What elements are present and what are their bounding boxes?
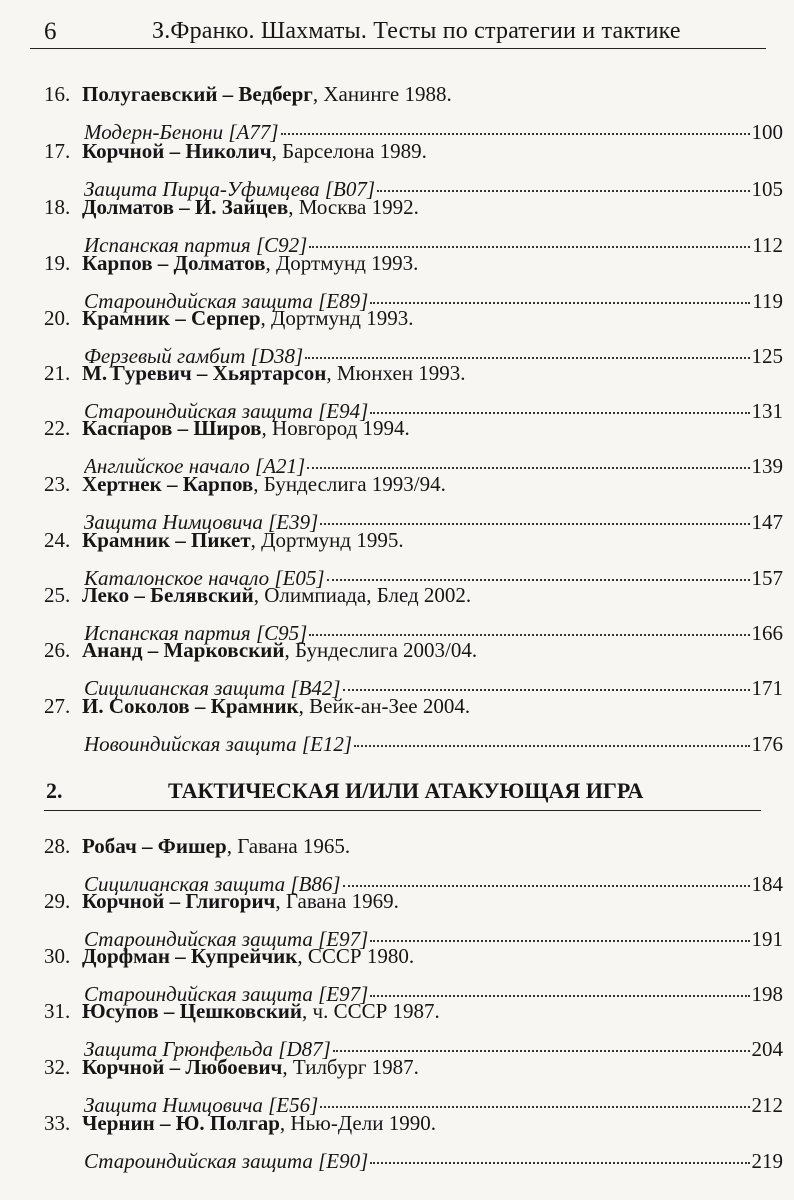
entry-players: Крамник – Пикет xyxy=(82,528,251,552)
toc-entry xyxy=(0,694,794,764)
dot-leader xyxy=(281,133,750,135)
dot-leader xyxy=(305,357,749,359)
entry-opening: Сицилианская защита [B42] xyxy=(84,676,341,700)
dot-leader xyxy=(309,246,750,248)
entry-number: 21. xyxy=(44,361,71,385)
entry-event: , Москва 1992. xyxy=(288,195,419,219)
entry-page: 204 xyxy=(751,1037,783,1061)
section-heading xyxy=(44,770,761,811)
entry-players: Леко – Белявский xyxy=(82,583,254,607)
entry-opening: Староиндийская защита [E97] xyxy=(84,982,369,1006)
entry-number: 30. xyxy=(44,944,71,968)
entry-event: , Вейк-ан-Зее 2004. xyxy=(298,694,471,718)
entry-number: 19. xyxy=(44,251,71,275)
entry-page: 184 xyxy=(751,872,783,896)
dot-leader xyxy=(320,1106,749,1108)
entry-page: 171 xyxy=(751,676,783,700)
dot-leader xyxy=(333,1050,750,1052)
dot-leader xyxy=(370,995,749,997)
entry-number: 24. xyxy=(44,528,71,552)
running-title: З.Франко. Шахматы. Тесты по стратегии и тактике xyxy=(152,18,681,44)
entry-number: 16. xyxy=(44,82,71,106)
entry-number: 32. xyxy=(44,1055,71,1079)
entry-number: 22. xyxy=(44,416,71,440)
entry-opening: Испанская партия [C92] xyxy=(84,233,308,257)
entry-event: , Дортмунд 1993. xyxy=(260,306,414,330)
entry-event: , Бундеслига 2003/04. xyxy=(284,638,478,662)
entry-players: Карпов – Долматов xyxy=(82,251,266,275)
entry-number: 33. xyxy=(44,1111,71,1135)
dot-leader xyxy=(370,302,750,304)
section-title: ТАКТИЧЕСКАЯ И/ИЛИ АТАКУЮЩАЯ ИГРА xyxy=(168,778,644,803)
entry-opening: Модерн-Бенони [A77] xyxy=(84,120,279,144)
toc-entry xyxy=(0,1111,794,1181)
entry-opening: Защита Нимцовича [E56] xyxy=(84,1093,319,1117)
entry-page: 105 xyxy=(751,177,783,201)
entry-event: , СССР 1980. xyxy=(297,944,415,968)
page-number: 6 xyxy=(44,18,57,45)
entry-number: 27. xyxy=(44,694,71,718)
entry-event: , Дортмунд 1995. xyxy=(250,528,404,552)
entry-page: 157 xyxy=(751,566,783,590)
entry-page: 139 xyxy=(751,454,783,478)
entry-page: 166 xyxy=(751,621,783,645)
dot-leader xyxy=(320,523,749,525)
entry-number: 29. xyxy=(44,889,71,913)
dot-leader xyxy=(307,467,749,469)
entry-players: Корчной – Глигорич xyxy=(82,889,276,913)
entry-players: Ананд – Марковский xyxy=(82,638,285,662)
entry-event: , Гавана 1965. xyxy=(226,834,351,858)
entry-players: Долматов – И. Зайцев xyxy=(82,195,289,219)
entry-opening: Каталонское начало [E05] xyxy=(84,566,325,590)
entry-page: 219 xyxy=(751,1149,783,1173)
entry-number: 18. xyxy=(44,195,71,219)
dot-leader xyxy=(370,940,749,942)
section-number: 2. xyxy=(46,778,63,803)
entry-page: 131 xyxy=(751,399,783,423)
entry-players: М. Гуревич – Хьяртарсон xyxy=(82,361,327,385)
entry-event: , Тилбург 1987. xyxy=(282,1055,419,1079)
entry-players: Чернин – Ю. Полгар xyxy=(82,1111,280,1135)
entry-opening: Новоиндийская защита [E12] xyxy=(84,732,353,756)
entry-number: 31. xyxy=(44,999,71,1023)
entry-opening: Сицилианская защита [B86] xyxy=(84,872,341,896)
entry-event: , Мюнхен 1993. xyxy=(326,361,466,385)
entry-number: 25. xyxy=(44,583,71,607)
dot-leader xyxy=(370,1162,749,1164)
entry-opening: Староиндийская защита [E94] xyxy=(84,399,369,423)
entry-players: Юсупов – Цешковский xyxy=(82,999,303,1023)
entry-players: Крамник – Серпер xyxy=(82,306,261,330)
dot-leader xyxy=(327,579,750,581)
entry-page: 100 xyxy=(751,120,783,144)
entry-opening: Защита Грюнфельда [D87] xyxy=(84,1037,331,1061)
entry-players: Полугаевский – Ведберг xyxy=(82,82,313,106)
entry-number: 17. xyxy=(44,139,71,163)
entry-event: , Новгород 1994. xyxy=(261,416,410,440)
entry-event: , Ханинге 1988. xyxy=(312,82,452,106)
entry-page: 191 xyxy=(751,927,783,951)
dot-leader xyxy=(354,745,749,747)
entry-players: Корчной – Любоевич xyxy=(82,1055,283,1079)
entry-event: , Барселона 1989. xyxy=(271,139,427,163)
entry-opening: Староиндийская защита [E97] xyxy=(84,927,369,951)
entry-players: Корчной – Николич xyxy=(82,139,272,163)
entry-event: , Нью-Дели 1990. xyxy=(279,1111,436,1135)
entry-opening: Защита Нимцовича [E39] xyxy=(84,510,319,534)
entry-page: 212 xyxy=(751,1093,783,1117)
dot-leader xyxy=(370,412,749,414)
entry-players: Дорфман – Купрейчик xyxy=(82,944,298,968)
entry-players: Каспаров – Широв xyxy=(82,416,262,440)
dot-leader xyxy=(343,885,750,887)
entry-number: 28. xyxy=(44,834,71,858)
dot-leader xyxy=(343,689,750,691)
entry-event: , ч. СССР 1987. xyxy=(302,999,440,1023)
entry-event: , Бундеслига 1993/94. xyxy=(253,472,446,496)
entry-page: 125 xyxy=(751,344,783,368)
entry-opening: Испанская партия [C95] xyxy=(84,621,308,645)
entry-page: 119 xyxy=(752,289,783,313)
entry-opening: Английское начало [A21] xyxy=(84,454,306,478)
entry-page: 176 xyxy=(751,732,783,756)
entry-number: 26. xyxy=(44,638,71,662)
entry-page: 198 xyxy=(751,982,783,1006)
entry-opening: Ферзевый гамбит [D38] xyxy=(84,344,304,368)
entry-number: 23. xyxy=(44,472,71,496)
entry-number: 20. xyxy=(44,306,71,330)
entry-opening: Защита Пирца-Уфимцева [B07] xyxy=(84,177,376,201)
entry-page: 147 xyxy=(751,510,783,534)
entry-opening: Староиндийская защита [E89] xyxy=(84,289,369,313)
entry-event: , Дортмунд 1993. xyxy=(265,251,419,275)
entry-players: И. Соколов – Крамник xyxy=(82,694,299,718)
entry-event: , Гавана 1969. xyxy=(275,889,399,913)
entry-players: Робач – Фишер xyxy=(82,834,227,858)
dot-leader xyxy=(377,190,749,192)
dot-leader xyxy=(309,634,749,636)
entry-players: Хертнек – Карпов xyxy=(82,472,254,496)
entry-page: 112 xyxy=(752,233,783,257)
entry-event: , Олимпиада, Блед 2002. xyxy=(253,583,472,607)
entry-opening: Староиндийская защита [E90] xyxy=(84,1149,369,1173)
